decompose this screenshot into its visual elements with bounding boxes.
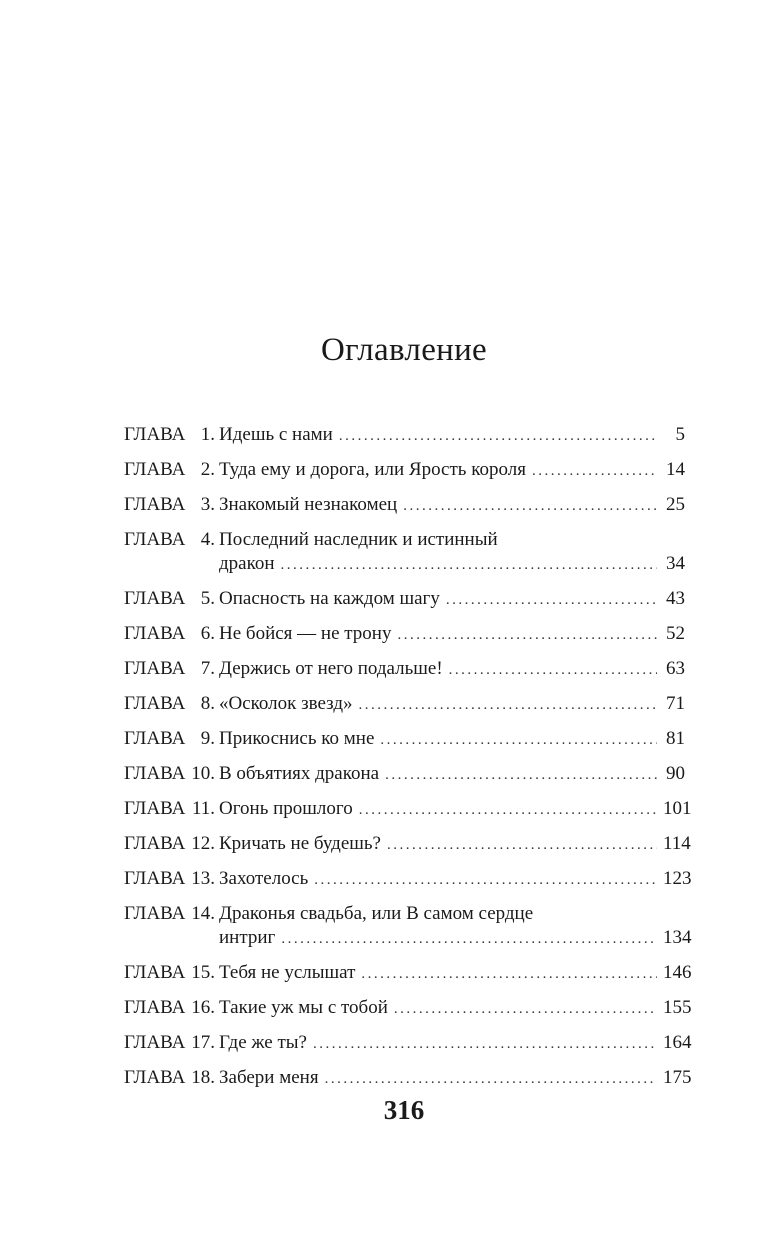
toc-entry[interactable]: [124, 961, 692, 986]
dot-leader: [314, 868, 657, 892]
dot-leader: [380, 728, 657, 752]
chapter-number: 2.: [200, 459, 215, 480]
dot-leader: [359, 798, 657, 822]
chapter-label: ГЛАВА: [124, 903, 186, 924]
chapter-page: 34: [666, 553, 685, 574]
chapter-page: 81: [666, 728, 685, 749]
toc-entry[interactable]: [124, 423, 685, 448]
dot-leader: [385, 763, 657, 787]
chapter-number: 6.: [200, 623, 215, 644]
chapter-title: интриг: [219, 927, 276, 948]
chapter-number: 15.: [191, 962, 215, 983]
dot-leader: [339, 424, 657, 448]
toc-entry[interactable]: [124, 902, 692, 951]
page-title: Оглавление: [320, 332, 488, 368]
chapter-number: 12.: [191, 833, 215, 854]
chapter-number: 1.: [200, 424, 215, 445]
chapter-title: «Осколок звезд»: [219, 693, 353, 714]
chapter-number: 16.: [191, 997, 215, 1018]
chapter-page: 164: [663, 1032, 692, 1053]
chapter-number: 7.: [200, 658, 215, 679]
dot-leader: [281, 553, 657, 577]
toc-entry[interactable]: [124, 458, 685, 483]
chapter-page: 123: [663, 868, 692, 889]
chapter-label: ГЛАВА: [124, 1067, 186, 1088]
chapter-title: Огонь прошлого: [219, 798, 353, 819]
dot-leader: [394, 997, 657, 1021]
chapter-number: 8.: [200, 693, 215, 714]
chapter-page: 52: [666, 623, 685, 644]
dot-leader: [532, 459, 657, 483]
toc-entry[interactable]: [124, 528, 685, 577]
chapter-label: ГЛАВА: [124, 424, 186, 445]
chapter-page: 114: [663, 833, 691, 854]
chapter-title: Идешь с нами: [219, 424, 333, 445]
dot-leader: [325, 1067, 657, 1091]
chapter-title: Прикоснись ко мне: [219, 728, 375, 749]
toc-entry[interactable]: [124, 1031, 692, 1056]
chapter-title: Держись от него подальше!: [219, 658, 443, 679]
chapter-title: Знакомый незнакомец: [219, 494, 398, 515]
chapter-page: 155: [663, 997, 692, 1018]
chapter-number: 11.: [191, 798, 215, 819]
chapter-label: ГЛАВА: [124, 868, 186, 889]
chapter-number: 17.: [191, 1032, 215, 1053]
chapter-label: ГЛАВА: [124, 763, 186, 784]
chapter-page: 101: [663, 798, 692, 819]
chapter-label: ГЛАВА: [124, 798, 186, 819]
chapter-page: 14: [666, 459, 685, 480]
chapter-number: 5.: [200, 588, 215, 609]
toc-entry[interactable]: [124, 1066, 692, 1091]
chapter-number: 13.: [191, 868, 215, 889]
chapter-label: ГЛАВА: [124, 693, 186, 714]
chapter-page: 175: [663, 1067, 692, 1088]
chapter-page: 5: [675, 424, 685, 445]
toc-entry[interactable]: [124, 797, 692, 822]
toc-entry[interactable]: [124, 727, 685, 752]
chapter-label: ГЛАВА: [124, 459, 186, 480]
chapter-number: 9.: [200, 728, 215, 749]
chapter-label: ГЛАВА: [124, 529, 186, 550]
chapter-page: 90: [666, 763, 685, 784]
chapter-title: Тебя не услышат: [219, 962, 356, 983]
dot-leader: [449, 658, 657, 682]
dot-leader: [281, 927, 657, 951]
chapter-title: Такие уж мы с тобой: [219, 997, 388, 1018]
chapter-label: ГЛАВА: [124, 728, 186, 749]
dot-leader: [359, 693, 658, 717]
dot-leader: [446, 588, 657, 612]
toc-entry[interactable]: [124, 996, 692, 1021]
chapter-title: В объятиях дракона: [219, 763, 380, 784]
toc-entry[interactable]: [124, 692, 685, 717]
page-number: 316: [383, 1095, 425, 1125]
chapter-label: ГЛАВА: [124, 623, 186, 644]
toc-entry[interactable]: [124, 587, 685, 612]
chapter-title: Забери меня: [219, 1067, 319, 1088]
toc-entry[interactable]: [124, 622, 685, 647]
chapter-title: Где же ты?: [219, 1032, 307, 1053]
chapter-label: ГЛАВА: [124, 588, 186, 609]
chapter-page: 146: [663, 962, 692, 983]
dot-leader: [397, 623, 657, 647]
toc-entry[interactable]: [124, 493, 685, 518]
chapter-label: ГЛАВА: [124, 833, 186, 854]
toc-entry[interactable]: [124, 867, 692, 892]
table-of-contents: [124, 423, 692, 1101]
chapter-page: 134: [663, 927, 692, 948]
chapter-number: 14.: [191, 903, 215, 924]
toc-entry[interactable]: [124, 657, 685, 682]
dot-leader: [361, 962, 657, 986]
toc-entry[interactable]: [124, 762, 685, 787]
chapter-title-line1: Последний наследник и истинный: [219, 529, 498, 550]
chapter-label: ГЛАВА: [124, 494, 186, 515]
chapter-title: Захотелось: [219, 868, 309, 889]
chapter-number: 4.: [200, 529, 215, 550]
chapter-label: ГЛАВА: [124, 658, 186, 679]
chapter-label: ГЛАВА: [124, 997, 186, 1018]
chapter-page: 25: [666, 494, 685, 515]
chapter-title: дракон: [219, 553, 275, 574]
chapter-page: 43: [666, 588, 685, 609]
chapter-title: Не бойся — не трону: [219, 623, 392, 644]
chapter-title: Туда ему и дорога, или Ярость короля: [219, 459, 526, 480]
chapter-number: 3.: [200, 494, 215, 515]
chapter-label: ГЛАВА: [124, 962, 186, 983]
dot-leader: [403, 494, 657, 518]
dot-leader: [387, 833, 657, 857]
chapter-title: Опасность на каждом шагу: [219, 588, 440, 609]
chapter-title: Кричать не будешь?: [219, 833, 381, 854]
chapter-label: ГЛАВА: [124, 1032, 186, 1053]
toc-entry[interactable]: [124, 832, 691, 857]
chapter-page: 71: [666, 693, 685, 714]
chapter-title-line1: Драконья свадьба, или В самом сердце: [219, 903, 534, 924]
chapter-page: 63: [666, 658, 685, 679]
chapter-number: 10.: [191, 763, 215, 784]
chapter-number: 18.: [191, 1067, 215, 1088]
dot-leader: [313, 1032, 657, 1056]
